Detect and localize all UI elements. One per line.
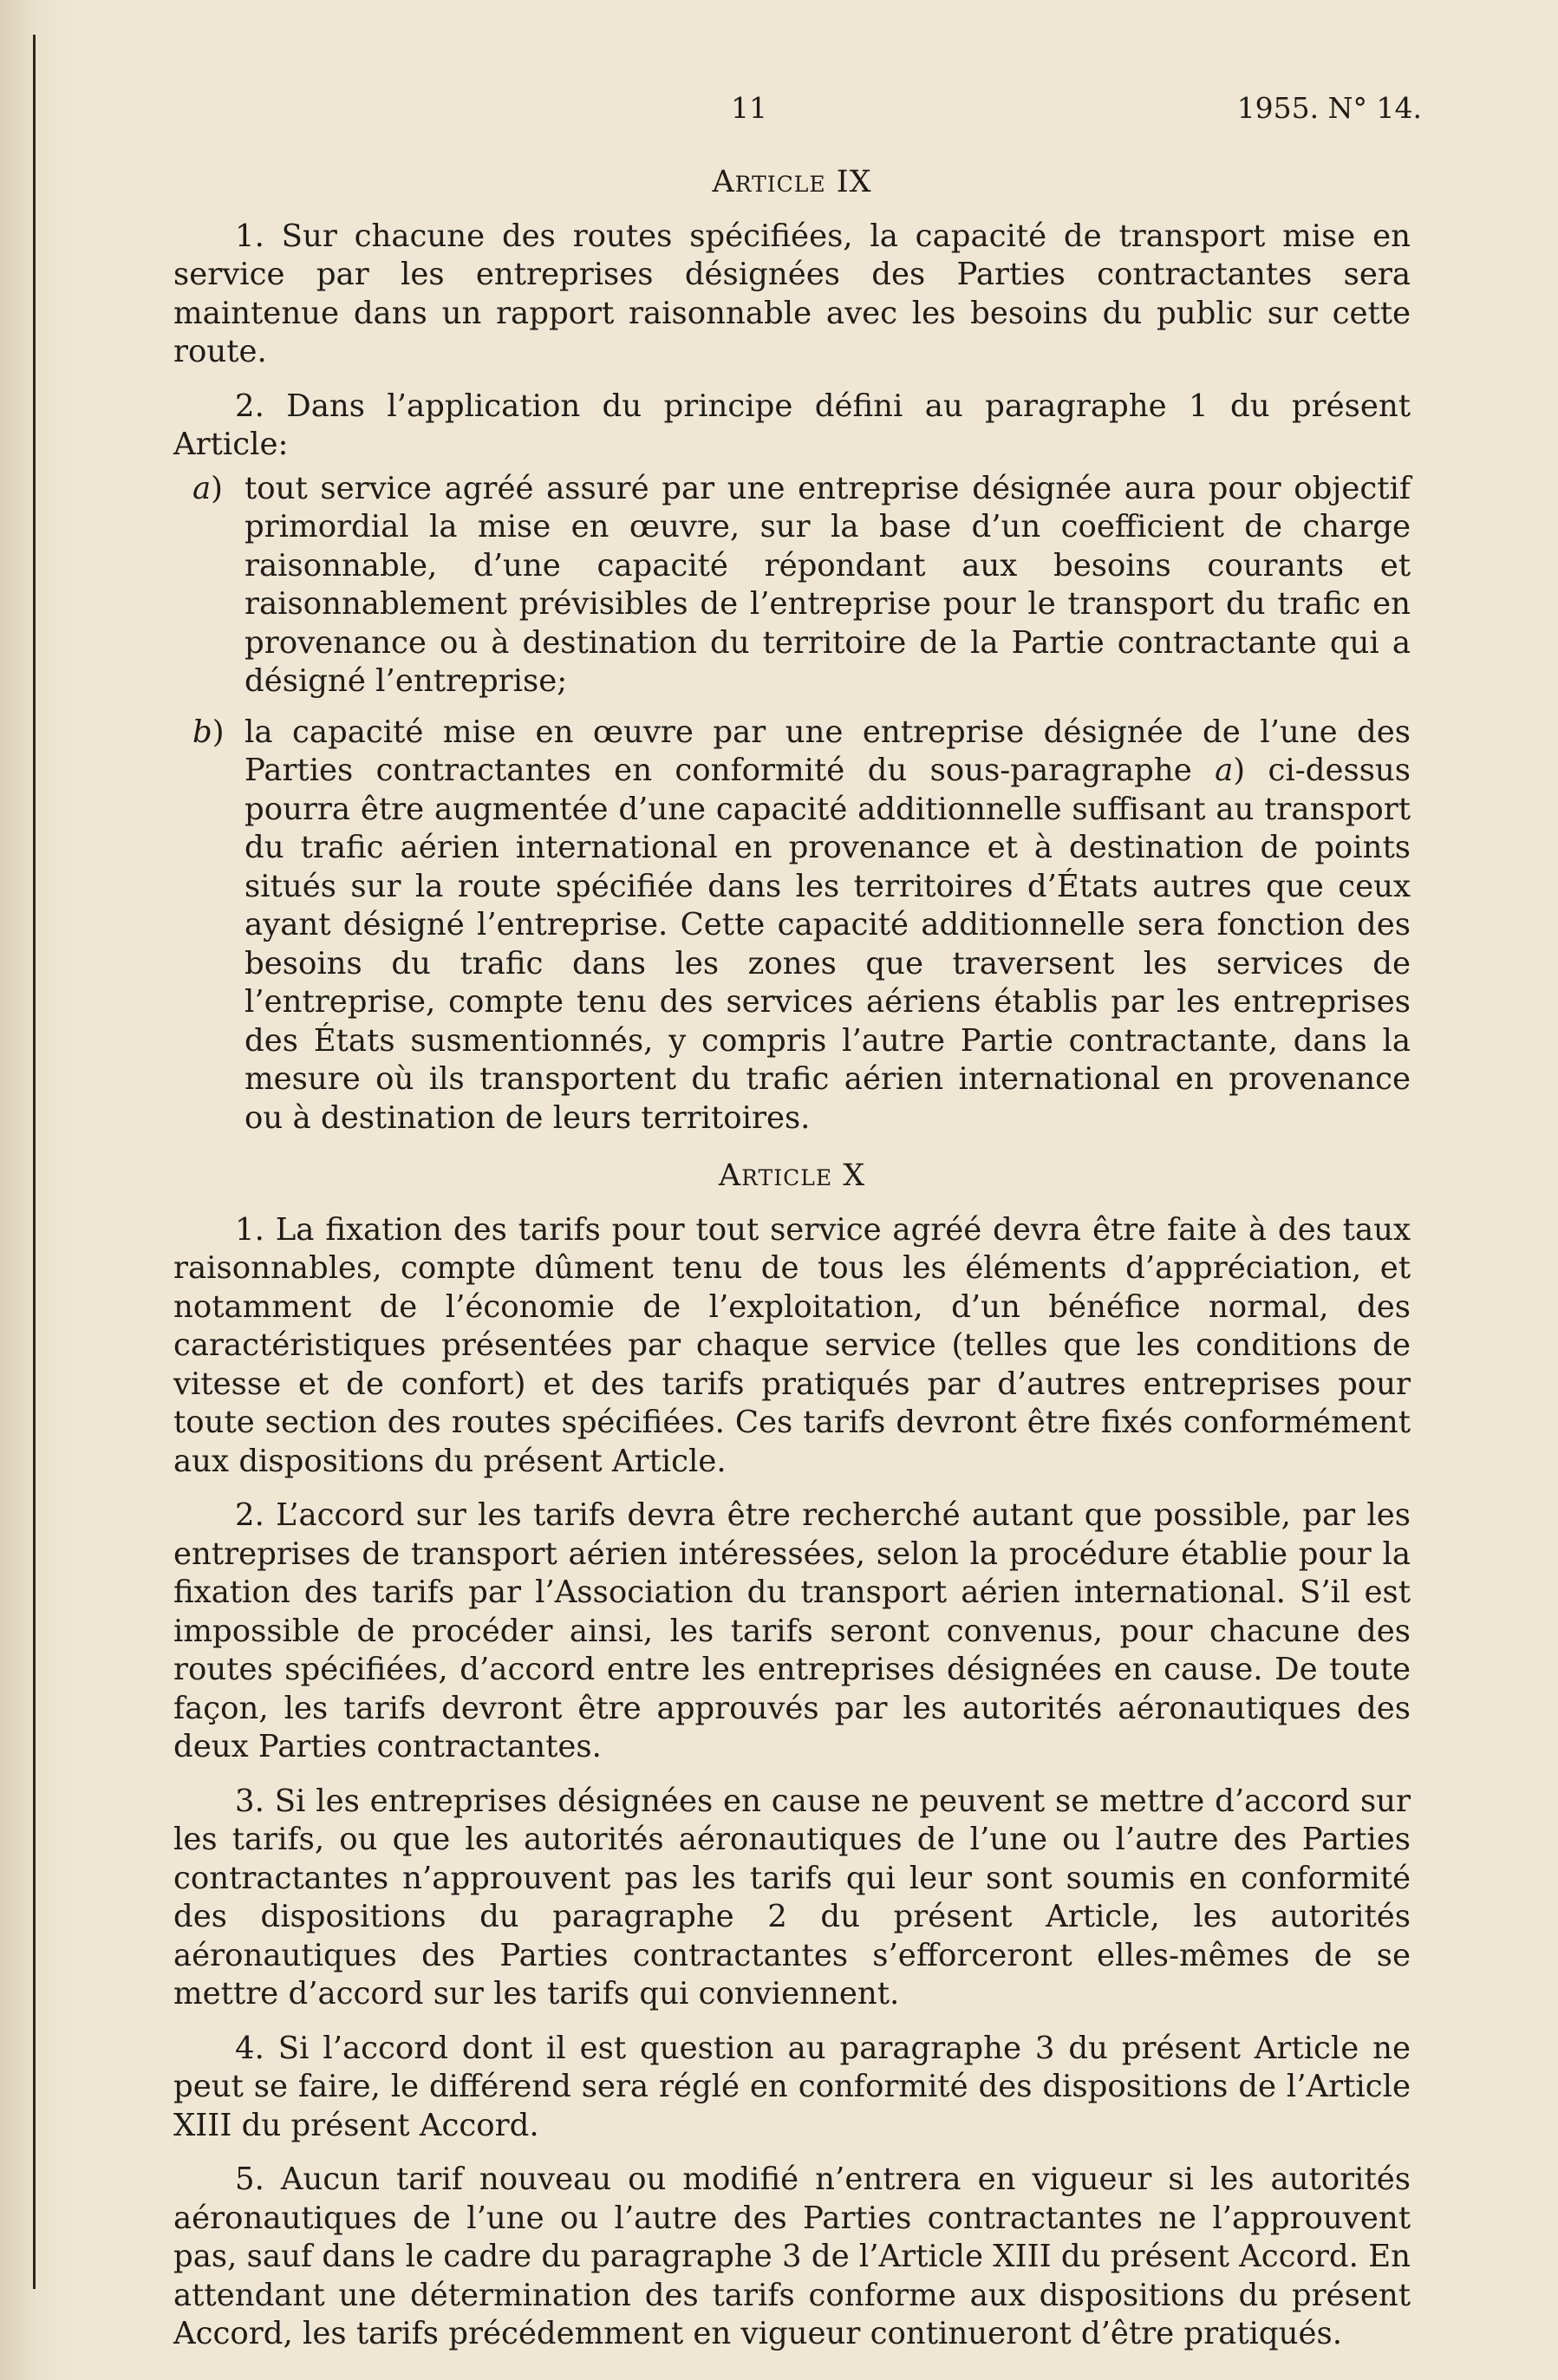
item-a-marker: a) (192, 470, 224, 506)
article-ix-item-b (173, 714, 1411, 1138)
document-reference: 1955. N° 14. (1236, 91, 1422, 125)
article-x-title: Article X (718, 1158, 866, 1193)
article-ix-item-a (173, 470, 1411, 701)
item-b-marker: b) (192, 714, 225, 750)
item-a-text: tout service agréé assuré par une entreprise désignée aura pour objectif primordial la mise en œuvre, sur la base d’un coefficient de charge raisonnable, d’une capacité répondant aux besoins courants et raisonnablement prévisibles de l’entreprise pour le transport du trafic en provenance ou à destination du territoire de la Partie contractante qui a désigné l’entreprise; (244, 470, 1411, 699)
item-b-text-part-1: la capacité mise en œuvre par une entreprise désignée de l’une des Parties contractantes en conformité du sous-paragraphe (244, 714, 1411, 788)
binding-edge-line (33, 35, 36, 2289)
article-x-paragraph-3: 3. Si les entreprises désignées en cause ne peuvent se mettre d’accord sur les tarifs, ou que les autorités aéronautiques de l’une ou l’autre des Parties contractantes n’approuvent pas les tarifs qui leur sont soumis en conformité des dispositions du paragraphe 2 du présent Article, les autorités aéronautiques des Parties contractantes s’efforceront elles-mêmes de se mettre d’accord sur les tarifs qui conviennent. (173, 1783, 1411, 2012)
page-number: 11 (731, 91, 767, 125)
page-body (173, 163, 1411, 2370)
page-header (0, 91, 1558, 134)
article-ix-paragraph-2: 2. Dans l’application du principe défini au paragraphe 1 du présent Article: (173, 388, 1411, 462)
article-ix-title: Article IX (712, 165, 872, 199)
article-x-paragraph-2: 2. L’accord sur les tarifs devra être recherché autant que possible, par les entreprises de transport aérien intéressées, selon la procédure établie pour la fixation des tarifs par l’Association du transport aérien international. S’il est impossible de procéder ainsi, les tarifs seront convenus, pour chacune des routes spécifiées, d’accord entre les entreprises désignées en cause. De toute façon, les tarifs devront être approuvés par les autorités aéronautiques des deux Parties contractantes. (173, 1497, 1411, 1764)
item-b-text-part-2: ) ci-dessus pourra être augmentée d’une capacité additionnelle suffisant au transport du trafic aérien international en provenance et à destination de points situés sur la route spécifiée dans les territoires d’États autres que ceux ayant désigné l’entreprise. Cette capacité additionnelle sera fonction des besoins du trafic dans les zones que traversent les services de l’entreprise, compte tenu des services aériens établis par les entreprises des États susmentionnés, y compris l’autre Partie contractante, dans la mesure où ils transportent du trafic aérien international en provenance ou à destination de leurs territoires. (244, 753, 1411, 1136)
article-x-paragraph-4: 4. Si l’accord dont il est question au paragraphe 3 du présent Article ne peut se faire, le différend sera réglé en conformité des dispositions de l’Article XIII du présent Accord. (173, 2030, 1411, 2143)
item-b-subparagraph-ref: a (1215, 753, 1234, 788)
article-x-paragraph-5: 5. Aucun tarif nouveau ou modifié n’entrera en vigueur si les autorités aéronautiques de l’une ou l’autre des Parties contractantes ne l’approuvent pas, sauf dans le cadre du paragraphe 3 de l’Article XIII du présent Accord. En attendant une détermination des tarifs conforme aux dispositions du présent Accord, les tarifs précédemment en vigueur continueront d’être pratiqués. (173, 2162, 1411, 2351)
article-ix-paragraph-1: 1. Sur chacune des routes spécifiées, la capacité de transport mise en service par les entreprises désignées des Parties contractantes sera maintenue dans un rapport raisonnable avec les besoins du public sur cette route. (173, 218, 1411, 369)
article-x-paragraph-1: 1. La fixation des tarifs pour tout service agréé devra être faite à des taux raisonnables, compte dûment tenu de tous les éléments d’appréciation, et notamment de l’économie de l’exploitation, d’un bénéfice normal, des caractéristiques présentées par chaque service (telles que les conditions de vitesse et de confort) et des tarifs pratiqués par d’autres entreprises pour toute section des routes spécifiées. Ces tarifs devront être fixés conformément aux dispositions du présent Article. (173, 1211, 1411, 1479)
